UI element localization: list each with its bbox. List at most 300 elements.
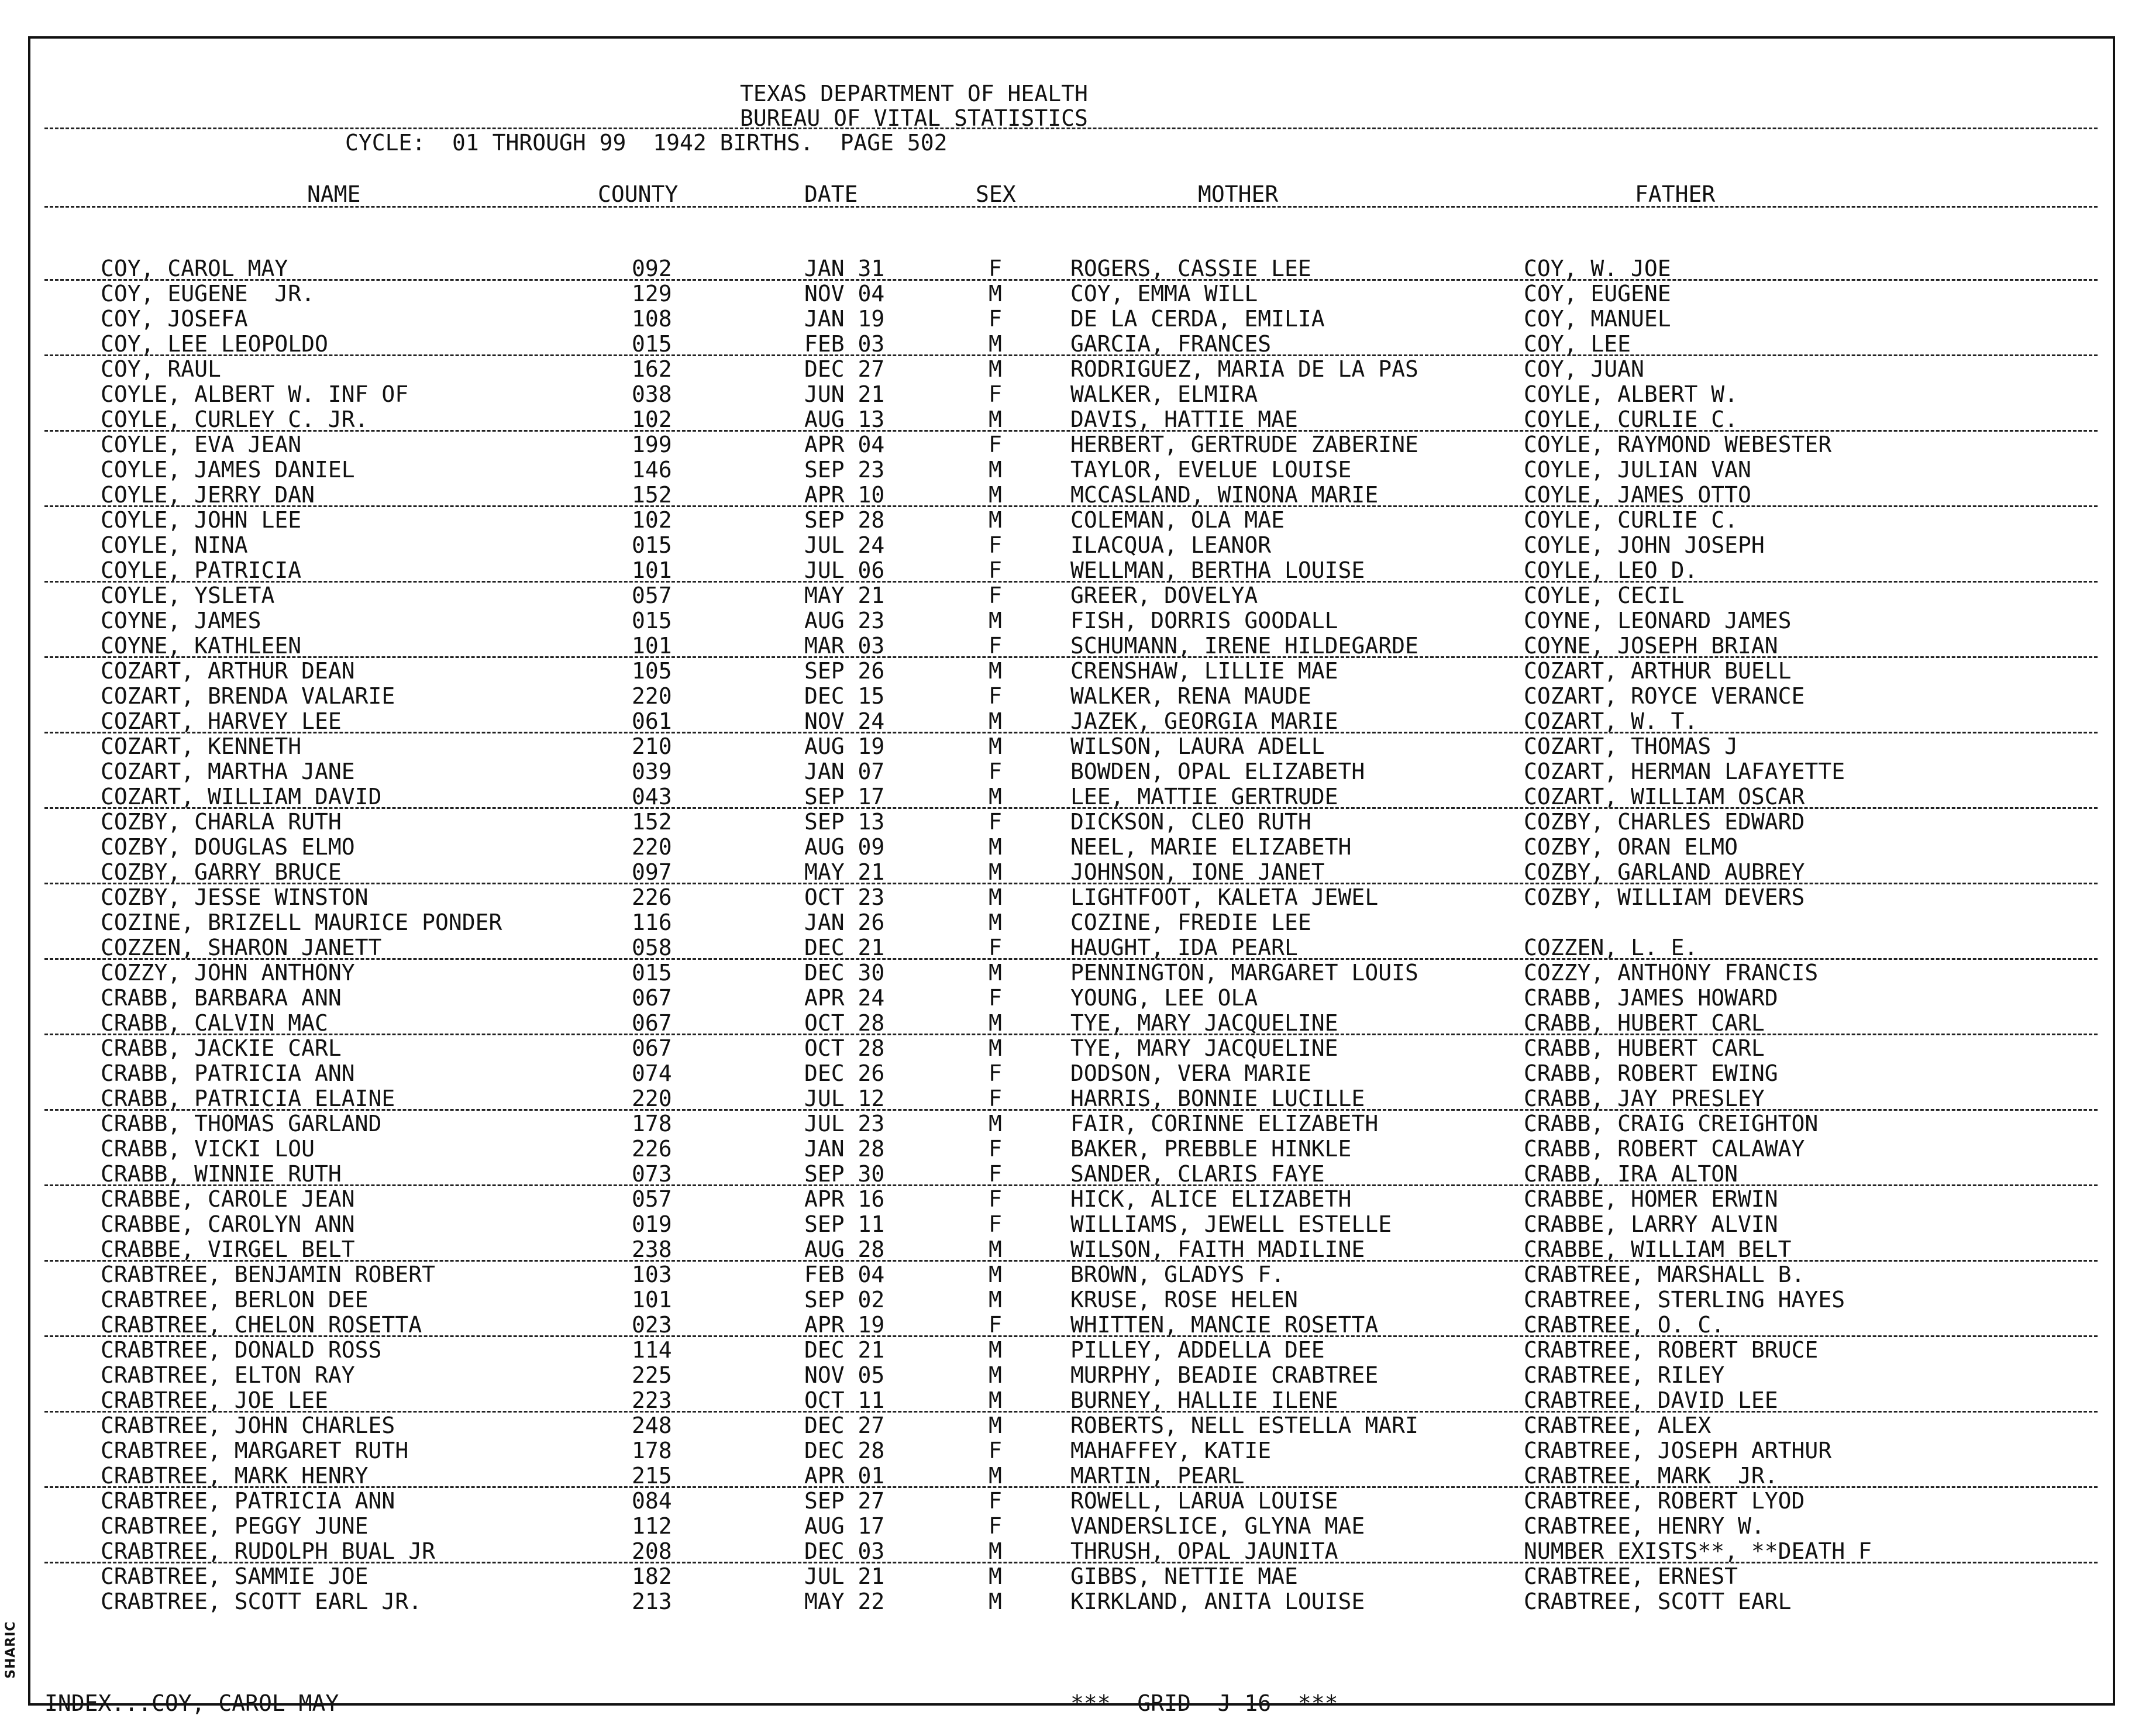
cell-mother: WILSON, FAITH MADILINE	[1070, 1236, 1365, 1262]
cell-date: SEP 11	[804, 1211, 885, 1237]
cell-father: COZART, HERMAN LAFAYETTE	[1524, 759, 1845, 784]
cell-sex: M	[989, 482, 1002, 508]
cell-date: SEP 02	[804, 1287, 885, 1313]
cell-sex: F	[989, 1438, 1002, 1463]
cell-name: CRABB, PATRICIA ANN	[101, 1060, 355, 1086]
cell-father: COYLE, CURLIE C.	[1524, 507, 1738, 533]
table-row	[0, 331, 2135, 356]
cell-name: CRABB, PATRICIA ELAINE	[101, 1086, 395, 1111]
cell-mother: DAVIS, HATTIE MAE	[1070, 407, 1298, 432]
cell-name: CRABTREE, PEGGY JUNE	[101, 1513, 369, 1539]
cell-date: MAY 21	[804, 583, 885, 608]
cell-father: CRABTREE, O. C.	[1524, 1312, 1725, 1338]
cell-date: SEP 13	[804, 809, 885, 835]
cell-name: CRABTREE, MARGARET RUTH	[101, 1438, 409, 1463]
cell-county: 101	[632, 633, 672, 659]
cell-mother: WALKER, ELMIRA	[1070, 381, 1258, 407]
cell-name: COZBY, GARRY BRUCE	[101, 859, 342, 885]
cell-county: 220	[632, 834, 672, 860]
cell-father: CRABB, ROBERT CALAWAY	[1524, 1136, 1805, 1162]
cell-father: CRABB, IRA ALTON	[1524, 1161, 1738, 1187]
cell-sex: M	[989, 507, 1002, 533]
cell-father: CRABTREE, MARK JR.	[1524, 1463, 1778, 1489]
cell-mother: PENNINGTON, MARGARET LOUIS	[1070, 960, 1418, 986]
cell-sex: F	[989, 532, 1002, 558]
cell-name: COYLE, CURLEY C. JR.	[101, 407, 369, 432]
cell-mother: KRUSE, ROSE HELEN	[1070, 1287, 1298, 1313]
cell-mother: MURPHY, BEADIE CRABTREE	[1070, 1362, 1379, 1388]
cell-date: DEC 21	[804, 935, 885, 960]
cell-date: AUG 17	[804, 1513, 885, 1539]
cell-mother: TYE, MARY JACQUELINE	[1070, 1035, 1338, 1061]
cell-date: DEC 26	[804, 1060, 885, 1086]
cell-sex: M	[989, 1035, 1002, 1061]
cell-name: CRABTREE, SCOTT EARL JR.	[101, 1589, 422, 1614]
cell-date: APR 04	[804, 432, 885, 457]
cell-name: COZBY, CHARLA RUTH	[101, 809, 342, 835]
cell-county: 074	[632, 1060, 672, 1086]
cell-date: APR 24	[804, 985, 885, 1011]
cell-sex: M	[989, 1337, 1002, 1363]
cell-county: 225	[632, 1362, 672, 1388]
cell-date: AUG 19	[804, 733, 885, 759]
table-row	[0, 306, 2135, 330]
cell-name: COZZEN, SHARON JANETT	[101, 935, 382, 960]
cell-name: CRABTREE, SAMMIE JOE	[101, 1563, 369, 1589]
cell-mother: BAKER, PREBBLE HINKLE	[1070, 1136, 1352, 1162]
cell-name: CRABTREE, MARK HENRY	[101, 1463, 369, 1489]
cell-date: JUL 06	[804, 557, 885, 583]
table-row	[0, 1161, 2135, 1186]
cell-mother: ROGERS, CASSIE LEE	[1070, 256, 1311, 281]
cell-father: COYLE, RAYMOND WEBESTER	[1524, 432, 1832, 457]
cell-date: DEC 27	[804, 1413, 885, 1438]
cell-county: 015	[632, 331, 672, 357]
grid-footer: *** GRID J 16 ***	[1070, 1690, 1338, 1716]
table-row	[0, 834, 2135, 859]
cell-mother: FISH, DORRIS GOODALL	[1070, 608, 1338, 633]
cell-date: JAN 31	[804, 256, 885, 281]
cell-date: DEC 28	[804, 1438, 885, 1463]
table-row	[0, 1589, 2135, 1613]
col-sex: SEX	[976, 181, 1016, 207]
table-row	[0, 557, 2135, 582]
cell-mother: COY, EMMA WILL	[1070, 281, 1258, 306]
cell-name: COYLE, JERRY DAN	[101, 482, 315, 508]
table-row	[0, 1337, 2135, 1362]
cell-county: 220	[632, 1086, 672, 1111]
cell-county: 248	[632, 1413, 672, 1438]
cell-mother: THRUSH, OPAL JAUNITA	[1070, 1538, 1338, 1564]
table-row	[0, 683, 2135, 708]
table-row	[0, 960, 2135, 984]
table-row	[0, 1111, 2135, 1135]
table-row	[0, 809, 2135, 833]
cell-mother: DODSON, VERA MARIE	[1070, 1060, 1311, 1086]
cell-mother: GIBBS, NETTIE MAE	[1070, 1563, 1298, 1589]
cell-father: CRABB, HUBERT CARL	[1524, 1010, 1765, 1036]
cell-date: OCT 28	[804, 1010, 885, 1036]
cell-date: AUG 13	[804, 407, 885, 432]
cell-father: CRABB, HUBERT CARL	[1524, 1035, 1765, 1061]
cell-name: COYLE, NINA	[101, 532, 248, 558]
cell-sex: F	[989, 935, 1002, 960]
cell-name: COZZY, JOHN ANTHONY	[101, 960, 355, 986]
cell-date: AUG 28	[804, 1236, 885, 1262]
cell-sex: M	[989, 331, 1002, 357]
cell-father: NUMBER EXISTS**, **DEATH F	[1524, 1538, 1872, 1564]
table-row	[0, 633, 2135, 657]
cell-father: CRABTREE, JOSEPH ARTHUR	[1524, 1438, 1832, 1463]
cell-father: COYLE, JOHN JOSEPH	[1524, 532, 1765, 558]
cell-county: 238	[632, 1236, 672, 1262]
cell-father: CRABTREE, ERNEST	[1524, 1563, 1738, 1589]
cell-mother: WALKER, RENA MAUDE	[1070, 683, 1311, 709]
cell-sex: M	[989, 1236, 1002, 1262]
cell-county: 182	[632, 1563, 672, 1589]
cell-father: CRABB, JAY PRESLEY	[1524, 1086, 1765, 1111]
table-row	[0, 507, 2135, 532]
cell-father: COY, W. JOE	[1524, 256, 1671, 281]
cell-name: CRABB, VICKI LOU	[101, 1136, 315, 1162]
cell-county: 097	[632, 859, 672, 885]
cell-date: JAN 19	[804, 306, 885, 332]
cell-sex: M	[989, 1362, 1002, 1388]
cell-sex: M	[989, 1111, 1002, 1136]
cell-sex: F	[989, 1136, 1002, 1162]
cell-date: SEP 26	[804, 658, 885, 684]
cell-name: CRABTREE, CHELON ROSETTA	[101, 1312, 422, 1338]
cell-county: 039	[632, 759, 672, 784]
cell-sex: F	[989, 256, 1002, 281]
cell-date: JUL 24	[804, 532, 885, 558]
cell-county: 073	[632, 1161, 672, 1187]
table-row	[0, 708, 2135, 733]
cell-name: CRABTREE, JOE LEE	[101, 1387, 328, 1413]
cell-father: COYLE, JAMES OTTO	[1524, 482, 1751, 508]
cell-sex: F	[989, 1161, 1002, 1187]
cell-name: COZART, KENNETH	[101, 733, 302, 759]
cell-name: CRABTREE, ELTON RAY	[101, 1362, 355, 1388]
cell-date: MAY 22	[804, 1589, 885, 1614]
cell-name: CRABB, WINNIE RUTH	[101, 1161, 342, 1187]
cell-sex: F	[989, 809, 1002, 835]
cell-county: 101	[632, 557, 672, 583]
cell-sex: F	[989, 1186, 1002, 1212]
cell-father: COY, JUAN	[1524, 356, 1644, 382]
cell-sex: F	[989, 759, 1002, 784]
cell-father: COZBY, CHARLES EDWARD	[1524, 809, 1805, 835]
cell-sex: F	[989, 583, 1002, 608]
cell-county: 146	[632, 457, 672, 483]
cell-date: MAR 03	[804, 633, 885, 659]
cell-father: COZART, ROYCE VERANCE	[1524, 683, 1805, 709]
cell-father: COZZEN, L. E.	[1524, 935, 1698, 960]
cell-sex: M	[989, 784, 1002, 810]
table-row	[0, 1136, 2135, 1160]
cell-mother: JOHNSON, IONE JANET	[1070, 859, 1325, 885]
cell-name: COY, CAROL MAY	[101, 256, 288, 281]
cell-name: CRABB, JACKIE CARL	[101, 1035, 342, 1061]
cell-father: COZBY, ORAN ELMO	[1524, 834, 1738, 860]
cell-county: 043	[632, 784, 672, 810]
cell-sex: M	[989, 884, 1002, 910]
cell-county: 015	[632, 960, 672, 986]
cell-sex: M	[989, 1387, 1002, 1413]
cell-mother: WILSON, LAURA ADELL	[1070, 733, 1325, 759]
cell-county: 215	[632, 1463, 672, 1489]
cell-date: DEC 15	[804, 683, 885, 709]
cell-sex: M	[989, 1563, 1002, 1589]
cell-date: DEC 30	[804, 960, 885, 986]
cell-county: 102	[632, 407, 672, 432]
cell-date: SEP 28	[804, 507, 885, 533]
cell-name: COY, EUGENE JR.	[101, 281, 315, 306]
cell-mother: ROBERTS, NELL ESTELLA MARI	[1070, 1413, 1418, 1438]
cell-name: COY, RAUL	[101, 356, 221, 382]
cell-mother: WELLMAN, BERTHA LOUISE	[1070, 557, 1365, 583]
cell-father: COZART, THOMAS J	[1524, 733, 1738, 759]
cell-mother: COLEMAN, OLA MAE	[1070, 507, 1285, 533]
cell-date: OCT 11	[804, 1387, 885, 1413]
table-row	[0, 381, 2135, 406]
cell-date: NOV 05	[804, 1362, 885, 1388]
cell-county: 023	[632, 1312, 672, 1338]
cell-date: DEC 27	[804, 356, 885, 382]
cell-county: 223	[632, 1387, 672, 1413]
cell-name: COZART, BRENDA VALARIE	[101, 683, 395, 709]
cell-mother: HERBERT, GERTRUDE ZABERINE	[1070, 432, 1418, 457]
cell-mother: HAUGHT, IDA PEARL	[1070, 935, 1298, 960]
cell-mother: LEE, MATTIE GERTRUDE	[1070, 784, 1338, 810]
cell-mother: BROWN, GLADYS F.	[1070, 1262, 1285, 1287]
table-row	[0, 457, 2135, 481]
table-row	[0, 1060, 2135, 1085]
cell-father: CRABTREE, DAVID LEE	[1524, 1387, 1778, 1413]
cell-father: COYLE, ALBERT W.	[1524, 381, 1738, 407]
cell-mother: SANDER, CLARIS FAYE	[1070, 1161, 1325, 1187]
cell-mother: LIGHTFOOT, KALETA JEWEL	[1070, 884, 1379, 910]
cell-date: APR 19	[804, 1312, 885, 1338]
cell-father: CRABB, JAMES HOWARD	[1524, 985, 1778, 1011]
cell-name: COZBY, JESSE WINSTON	[101, 884, 369, 910]
cell-date: DEC 03	[804, 1538, 885, 1564]
cell-date: JAN 07	[804, 759, 885, 784]
table-row	[0, 1236, 2135, 1261]
cell-county: 208	[632, 1538, 672, 1564]
cell-county: 162	[632, 356, 672, 382]
cell-sex: M	[989, 608, 1002, 633]
cell-sex: F	[989, 1488, 1002, 1514]
table-row	[0, 784, 2135, 808]
cell-county: 112	[632, 1513, 672, 1539]
table-row	[0, 482, 2135, 507]
cell-mother: SCHUMANN, IRENE HILDEGARDE	[1070, 633, 1418, 659]
cell-father: COYNE, JOSEPH BRIAN	[1524, 633, 1778, 659]
cell-sex: M	[989, 281, 1002, 306]
cell-sex: F	[989, 432, 1002, 457]
cell-name: COYLE, ALBERT W. INF OF	[101, 381, 409, 407]
cell-father: COZZY, ANTHONY FRANCIS	[1524, 960, 1819, 986]
table-row	[0, 1312, 2135, 1337]
cell-date: SEP 23	[804, 457, 885, 483]
cell-name: COYLE, EVA JEAN	[101, 432, 302, 457]
cell-mother: GARCIA, FRANCES	[1070, 331, 1272, 357]
table-row	[0, 859, 2135, 884]
table-row	[0, 1563, 2135, 1588]
cell-county: 199	[632, 432, 672, 457]
table-row	[0, 658, 2135, 683]
cycle-line: CYCLE: 01 THROUGH 99 1942 BIRTHS. PAGE 502	[345, 130, 948, 156]
table-row	[0, 884, 2135, 909]
cell-county: 108	[632, 306, 672, 332]
cell-county: 061	[632, 708, 672, 734]
cell-name: COZINE, BRIZELL MAURICE PONDER	[101, 910, 502, 935]
cell-father: COY, LEE	[1524, 331, 1631, 357]
cell-mother: JAZEK, GEORGIA MARIE	[1070, 708, 1338, 734]
cell-mother: COZINE, FREDIE LEE	[1070, 910, 1311, 935]
cell-county: 103	[632, 1262, 672, 1287]
cell-father: COZBY, GARLAND AUBREY	[1524, 859, 1805, 885]
table-row	[0, 532, 2135, 557]
cell-mother: WHITTEN, MANCIE ROSETTA	[1070, 1312, 1379, 1338]
cell-county: 213	[632, 1589, 672, 1614]
cell-date: AUG 09	[804, 834, 885, 860]
side-stamp: SHARIC	[4, 1621, 18, 1679]
table-row	[0, 1086, 2135, 1110]
cell-county: 152	[632, 809, 672, 835]
cell-name: COZART, MARTHA JANE	[101, 759, 355, 784]
cell-sex: F	[989, 1513, 1002, 1539]
cell-sex: M	[989, 1589, 1002, 1614]
cell-father: CRABTREE, SCOTT EARL	[1524, 1589, 1792, 1614]
cell-name: CRABB, CALVIN MAC	[101, 1010, 328, 1036]
cell-county: 178	[632, 1438, 672, 1463]
table-row	[0, 1463, 2135, 1487]
cell-county: 226	[632, 884, 672, 910]
cell-date: AUG 23	[804, 608, 885, 633]
table-row	[0, 432, 2135, 456]
cell-mother: FAIR, CORINNE ELIZABETH	[1070, 1111, 1379, 1136]
cell-father: COYNE, LEONARD JAMES	[1524, 608, 1792, 633]
col-name: NAME	[307, 181, 361, 207]
cell-county: 057	[632, 583, 672, 608]
cell-mother: TYE, MARY JACQUELINE	[1070, 1010, 1338, 1036]
cell-name: COZBY, DOUGLAS ELMO	[101, 834, 355, 860]
cell-name: COYLE, JAMES DANIEL	[101, 457, 355, 483]
cell-name: COY, JOSEFA	[101, 306, 248, 332]
col-county: COUNTY	[598, 181, 679, 207]
cell-county: 152	[632, 482, 672, 508]
cell-mother: CRENSHAW, LILLIE MAE	[1070, 658, 1338, 684]
table-row	[0, 759, 2135, 783]
cell-date: FEB 03	[804, 331, 885, 357]
cell-sex: M	[989, 457, 1002, 483]
cell-name: CRABB, THOMAS GARLAND	[101, 1111, 382, 1136]
cell-sex: M	[989, 859, 1002, 885]
cell-county: 015	[632, 608, 672, 633]
header-rule	[44, 128, 2098, 129]
table-row	[0, 1538, 2135, 1563]
cell-mother: DICKSON, CLEO RUTH	[1070, 809, 1311, 835]
cell-mother: NEEL, MARIE ELIZABETH	[1070, 834, 1352, 860]
cell-father: CRABBE, WILLIAM BELT	[1524, 1236, 1792, 1262]
cell-father: COYLE, LEO D.	[1524, 557, 1698, 583]
cell-date: JAN 26	[804, 910, 885, 935]
cell-name: CRABTREE, DONALD ROSS	[101, 1337, 382, 1363]
cell-county: 038	[632, 381, 672, 407]
cell-father: CRABTREE, MARSHALL B.	[1524, 1262, 1805, 1287]
cell-sex: F	[989, 557, 1002, 583]
table-row	[0, 1262, 2135, 1286]
cell-county: 210	[632, 733, 672, 759]
cell-county: 067	[632, 1010, 672, 1036]
cell-date: MAY 21	[804, 859, 885, 885]
cell-mother: ROWELL, LARUA LOUISE	[1070, 1488, 1338, 1514]
cell-name: CRABTREE, JOHN CHARLES	[101, 1413, 395, 1438]
cell-mother: PILLEY, ADDELLA DEE	[1070, 1337, 1325, 1363]
cell-date: NOV 04	[804, 281, 885, 306]
cell-name: COYLE, JOHN LEE	[101, 507, 302, 533]
table-row	[0, 910, 2135, 934]
table-row	[0, 1513, 2135, 1538]
cell-father: COYLE, JULIAN VAN	[1524, 457, 1751, 483]
cell-name: COZART, WILLIAM DAVID	[101, 784, 382, 810]
cell-mother: ILACQUA, LEANOR	[1070, 532, 1272, 558]
cell-name: CRABTREE, BERLON DEE	[101, 1287, 369, 1313]
table-row	[0, 583, 2135, 607]
cell-date: OCT 28	[804, 1035, 885, 1061]
cell-sex: M	[989, 1262, 1002, 1287]
cell-name: CRABTREE, RUDOLPH BUAL JR	[101, 1538, 435, 1564]
cell-sex: F	[989, 1211, 1002, 1237]
cell-county: 220	[632, 683, 672, 709]
cell-sex: M	[989, 733, 1002, 759]
table-row	[0, 1387, 2135, 1412]
cell-father: CRABB, CRAIG CREIGHTON	[1524, 1111, 1819, 1136]
cell-date: JUL 12	[804, 1086, 885, 1111]
cell-date: SEP 27	[804, 1488, 885, 1514]
cell-mother: MARTIN, PEARL	[1070, 1463, 1245, 1489]
cell-father: COZART, WILLIAM OSCAR	[1524, 784, 1805, 810]
cell-father: CRABTREE, ROBERT BRUCE	[1524, 1337, 1819, 1363]
cell-mother: BURNEY, HALLIE ILENE	[1070, 1387, 1338, 1413]
cell-county: 058	[632, 935, 672, 960]
table-row	[0, 1010, 2135, 1035]
cell-sex: F	[989, 1086, 1002, 1111]
cell-date: JUL 23	[804, 1111, 885, 1136]
table-row	[0, 281, 2135, 305]
cell-sex: M	[989, 1413, 1002, 1438]
cell-name: CRABTREE, BENJAMIN ROBERT	[101, 1262, 435, 1287]
cell-name: COYLE, PATRICIA	[101, 557, 302, 583]
table-row	[0, 1211, 2135, 1236]
cell-county: 015	[632, 532, 672, 558]
cell-mother: HICK, ALICE ELIZABETH	[1070, 1186, 1352, 1212]
cell-name: CRABBE, CAROLYN ANN	[101, 1211, 355, 1237]
cell-county: 116	[632, 910, 672, 935]
cell-father: CRABTREE, ALEX	[1524, 1413, 1712, 1438]
cell-sex: M	[989, 407, 1002, 432]
cell-sex: F	[989, 683, 1002, 709]
cell-mother: VANDERSLICE, GLYNA MAE	[1070, 1513, 1365, 1539]
cell-name: CRABB, BARBARA ANN	[101, 985, 342, 1011]
cell-mother: MAHAFFEY, KATIE	[1070, 1438, 1272, 1463]
cell-sex: M	[989, 1287, 1002, 1313]
cell-name: COY, LEE LEOPOLDO	[101, 331, 328, 357]
cell-name: COZART, HARVEY LEE	[101, 708, 342, 734]
cell-date: APR 16	[804, 1186, 885, 1212]
